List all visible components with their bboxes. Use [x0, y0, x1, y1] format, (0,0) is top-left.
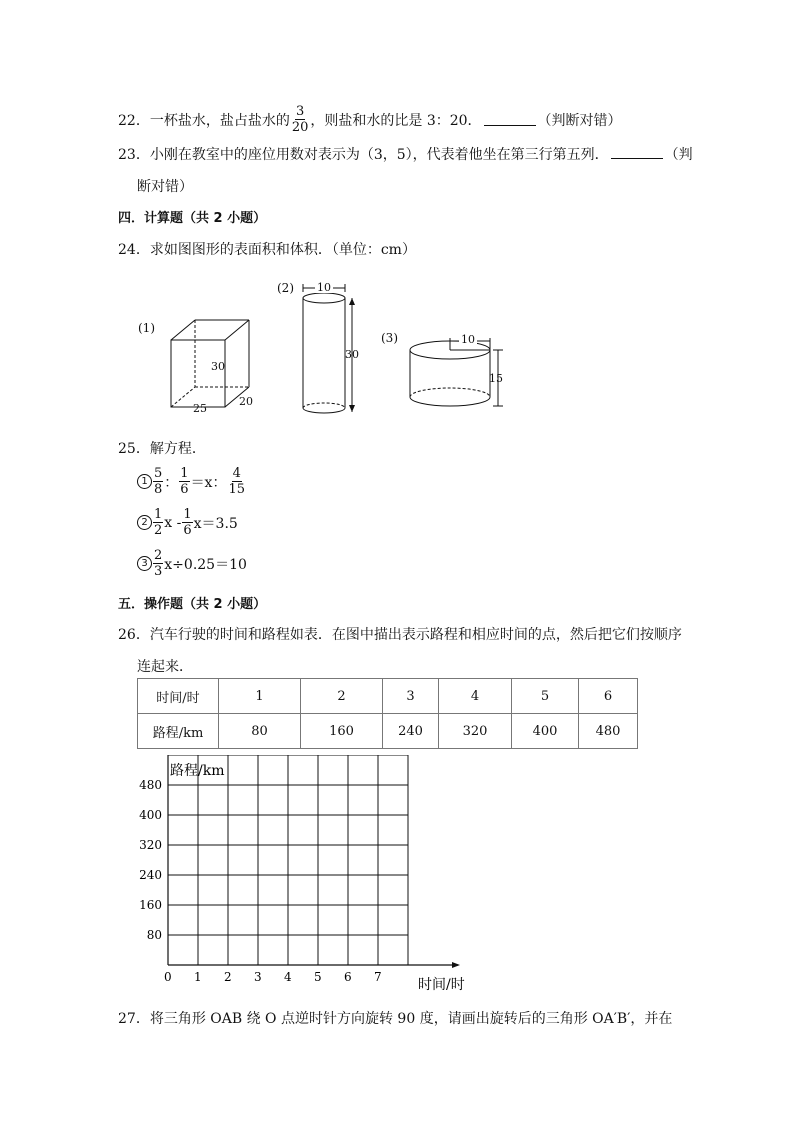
q22-text-post: ，则盐和水的比是 3：20．: [310, 112, 482, 129]
table-cell: 320: [439, 714, 512, 749]
eq3-frac-a: [153, 548, 163, 579]
eq2-a-den: 2: [154, 523, 163, 538]
table-cell: 1: [219, 679, 301, 714]
eq2-frac-b: [182, 507, 192, 538]
q22-fraction: [291, 104, 310, 135]
section-4-title: 四．计算题（共 2 小题）: [118, 211, 267, 226]
chart-grid: [168, 755, 408, 965]
fig2-label: (2): [277, 281, 294, 295]
y-tick-label: 160: [139, 898, 162, 912]
table-cell: 4: [439, 679, 512, 714]
question-27: [118, 1008, 672, 1028]
q25-text: 解方程．: [149, 441, 206, 457]
eq2-marker: 2: [137, 515, 152, 530]
eq1-frac-b: [179, 466, 189, 497]
y-axis-label: 路程/km: [170, 763, 225, 779]
x-tick-label: 1: [194, 970, 202, 984]
q23-answer-blank[interactable]: [611, 146, 663, 159]
x-axis-arrow: [452, 962, 460, 968]
question-22: [118, 104, 622, 135]
table-cell: 160: [301, 714, 383, 749]
y-tick-label: 480: [139, 778, 162, 792]
cuboid-figure: [138, 320, 253, 415]
table-header-distance: 路程/km: [138, 714, 219, 749]
table-cell: 240: [383, 714, 439, 749]
q26-text-cont: 连起来．: [137, 659, 193, 675]
q24-number: 24．: [118, 242, 150, 258]
tall-cylinder-figure: [277, 281, 359, 413]
eq1-marker: 1: [137, 474, 152, 489]
eq3-marker: 3: [137, 556, 152, 571]
eq2-b-num: 1: [183, 507, 192, 522]
eq1-frac-a: [153, 466, 163, 497]
eq1-frac-c: [227, 466, 246, 497]
q24-figures: [135, 270, 515, 425]
q22-frac-den: 20: [291, 120, 309, 135]
fig1-label: (1): [138, 321, 155, 335]
q23-text: 小刚在教室中的座位用数对表示为（3，5），代表着他坐在第三行第五列．: [149, 147, 609, 163]
x-tick-label: 5: [314, 970, 322, 984]
equation-1: [137, 466, 247, 497]
question-24: [118, 239, 416, 259]
time-distance-table: [137, 678, 638, 749]
fig1-length-label: 25: [193, 402, 207, 415]
eq3-a-den: 3: [154, 564, 163, 579]
fig1-width-label: 20: [239, 395, 253, 408]
question-26: [118, 624, 682, 644]
q23-text-cont: 断对错）: [137, 179, 193, 195]
fig2-height-label: 30: [345, 348, 359, 361]
eq2-rest: x＝3.5: [193, 515, 238, 532]
q27-text: 将三角形 OAB 绕 O 点逆时针方向旋转 90 度，请画出旋转后的三角形 OA′B′，并在: [149, 1011, 673, 1027]
x-tick-label: 7: [374, 970, 382, 984]
x-axis-label: 时间/时: [418, 977, 465, 993]
table-cell: 2: [301, 679, 383, 714]
fig1-height-label: 30: [211, 360, 225, 373]
y-tick-label: 240: [139, 868, 162, 882]
q22-judge-note: （判断对错）: [537, 112, 622, 129]
eq2-frac-a: [153, 507, 163, 538]
eq2-mid: x -: [164, 514, 182, 531]
q22-answer-blank[interactable]: [484, 113, 536, 126]
x-tick-label: 3: [254, 970, 262, 984]
chart-axes: [165, 755, 460, 968]
table-cell: 400: [512, 714, 579, 749]
x-tick-label: 6: [344, 970, 352, 984]
q22-frac-num: 3: [295, 104, 305, 119]
y-tick-label: 80: [146, 928, 162, 942]
equation-3: [137, 548, 247, 579]
q22-text: 一杯盐水，盐占盐水的: [149, 112, 290, 129]
q23-number: 23．: [118, 147, 150, 163]
eq1-a-den: 8: [154, 482, 163, 497]
eq3-rest: x÷0.25＝10: [164, 556, 247, 573]
distance-time-grid-chart[interactable]: [130, 755, 480, 1000]
q27-number: 27．: [118, 1011, 150, 1027]
eq1-b-den: 6: [180, 482, 189, 497]
q23-judge-note: （判: [664, 147, 693, 163]
y-tick-label: 400: [139, 808, 162, 822]
question-23: [118, 144, 693, 164]
table-row: [138, 714, 638, 749]
x-tick-label: 2: [224, 970, 232, 984]
fig3-height-label: 15: [489, 372, 503, 385]
eq1-mid: ＝x：: [190, 474, 227, 491]
y-tick-label: 320: [139, 838, 162, 852]
equation-2: [137, 507, 238, 538]
question-25: [118, 438, 206, 458]
q25-number: 25．: [118, 441, 150, 457]
section-5-title: 五．操作题（共 2 小题）: [118, 597, 267, 612]
eq3-a-num: 2: [154, 548, 163, 563]
table-cell: 80: [219, 714, 301, 749]
table-header-time: 时间/时: [138, 679, 219, 714]
table-cell: 5: [512, 679, 579, 714]
q26-text: 汽车行驶的时间和路程如表．在图中描出表示路程和相应时间的点，然后把它们按顺序: [149, 627, 682, 643]
q26-number: 26．: [118, 627, 150, 643]
x-tick-label: 0: [164, 970, 172, 984]
chart-tick-labels: [139, 778, 382, 984]
wide-cylinder-figure: [381, 331, 503, 406]
table-cell: 3: [383, 679, 439, 714]
eq1-b-num: 1: [180, 466, 189, 481]
table-cell: 480: [579, 714, 638, 749]
eq1-a-num: 5: [154, 466, 163, 481]
eq1-c-num: 4: [232, 466, 241, 481]
fig2-diameter-label: 10: [317, 281, 331, 294]
fig3-label: (3): [381, 331, 398, 345]
x-tick-label: 4: [284, 970, 292, 984]
eq2-a-num: 1: [154, 507, 163, 522]
eq1-colon: ：: [164, 474, 179, 491]
fig3-radius-label: 10: [461, 333, 475, 346]
q22-number: 22．: [118, 112, 150, 129]
table-cell: 6: [579, 679, 638, 714]
eq1-c-den: 15: [228, 482, 246, 497]
table-row: [138, 679, 638, 714]
q24-text: 求如图图形的表面积和体积．（单位：cm）: [149, 242, 416, 258]
eq2-b-den: 6: [183, 523, 192, 538]
